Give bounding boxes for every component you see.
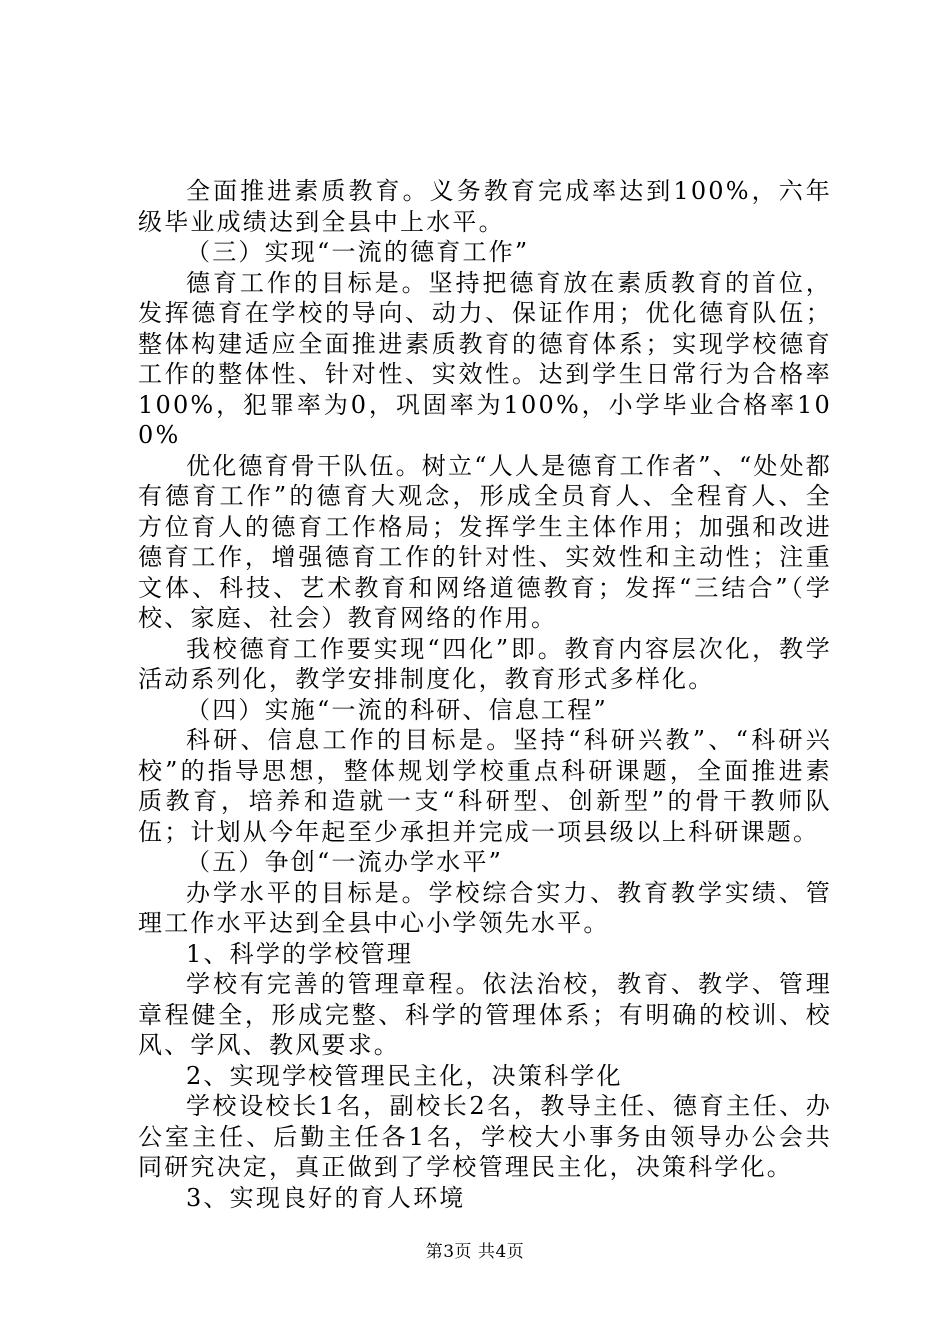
paragraph-moral-team: 优化德育骨干队伍。树立“人人是德育工作者”、“处处都有德育工作”的德育大观念，形成全员育人、全程育人、全方位育人的德育工作格局；发挥学生主体作用；加强和改进德育工作，增强德育工作的针对性、实效性和主动性；注重文体、科技、艺术教育和网络道德教育；发挥“三结合”（学校、家庭、社会）教育网络的作用。 [138,451,833,632]
heading-education-environment: 3、实现良好的育人环境 [186,1183,466,1212]
heading-scientific-management: 1、科学的学校管理 [186,939,414,968]
heading-school-level: （五）争创“一流办学水平” [186,848,504,876]
heading-moral-education: （三）实现“一流的德育工作” [186,238,530,266]
paragraph-leadership: 学校设校长1名，副校长2名，教导主任、德育主任、办公室主任、后勤主任各1名，学校大小事务由领导办公会共同研究决定，真正做到了学校管理民主化，决策科学化。 [138,1092,832,1181]
document-body [138,176,832,1213]
paragraph-four-modernizations: 我校德育工作要实现“四化”即。教育内容层次化，教学活动系列化，教学安排制度化，教育形式多样化。 [138,634,832,693]
heading-democratic-management: 2、实现学校管理民主化，决策科学化 [186,1061,623,1090]
paragraph-moral-education-goal: 德育工作的目标是。坚持把德育放在素质教育的首位，发挥德育在学校的导向、动力、保证作用；优化德育队伍；整体构建适应全面推进素质教育的德育体系；实现学校德育工作的整体性、针对性、实效性。达到学生日常行为合格率100%，犯罪率为0，巩固率为100%，小学毕业合格率100% [138,268,832,449]
paragraph-school-level-goal: 办学水平的目标是。学校综合实力、教育教学实绩、管理工作水平达到全县中心小学领先水平。 [138,878,832,937]
page-number-footer: 第3页 共4页 [425,1242,525,1262]
paragraph-quality-education: 全面推进素质教育。义务教育完成率达到100%，六年级毕业成绩达到全县中上水平。 [138,177,832,236]
paragraph-management-rules: 学校有完善的管理章程。依法治校，教育、教学、管理章程健全，形成完整、科学的管理体系；有明确的校训、校风、学风、教风要求。 [138,970,832,1059]
heading-research-information: （四）实施“一流的科研、信息工程” [186,695,608,724]
paragraph-research-goal: 科研、信息工作的目标是。坚持“科研兴教”、“科研兴校”的指导思想，整体规划学校重点科研课题，全面推进素质教育，培养和造就一支“科研型、创新型”的骨干教师队伍；计划从今年起至少承担并完成一项县级以上科研课题。 [138,726,832,846]
